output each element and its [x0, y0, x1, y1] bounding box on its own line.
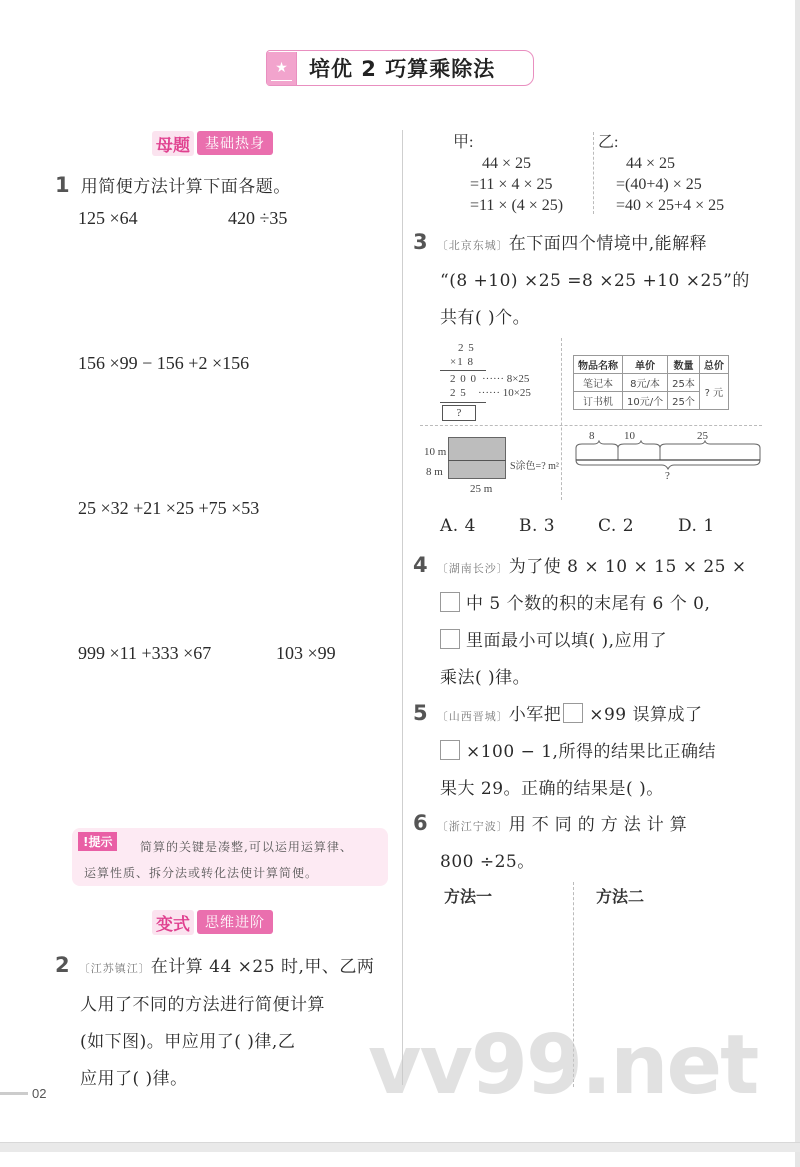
question-number: 1: [55, 173, 70, 197]
solution-yi-label: 乙:: [598, 134, 619, 151]
question-text: 在计算 44 ×25 时,甲、乙两: [150, 957, 375, 977]
question-text: 800 ÷25。: [440, 852, 535, 872]
solution-jia-line: 44 × 25: [482, 155, 532, 172]
solution-divider: [593, 132, 594, 214]
method-two-label: 方法二: [596, 887, 645, 906]
column-divider: [402, 130, 403, 1085]
question-text-line: [440, 626, 667, 651]
table-header: 单价: [623, 356, 668, 374]
question-source: 〔湖南长沙〕: [436, 562, 509, 575]
calc-item: 125 ×64: [78, 208, 138, 228]
question-number: 4: [413, 553, 428, 577]
mult-rule: [440, 402, 486, 403]
tip-text-line: 运算性质、拆分法或转化法使计算简便。: [84, 866, 319, 880]
mult-result-box: ?: [442, 405, 476, 421]
section-head-variant: [152, 910, 273, 934]
question-text: 中 5 个数的积的末尾有 6 个 0,: [466, 594, 711, 614]
question-number: 3: [413, 230, 428, 254]
mult-row2: 2 5: [450, 387, 467, 399]
rect-top-label: 10 m: [424, 446, 447, 458]
page-number: [0, 1086, 46, 1101]
solution-jia-label: 甲:: [453, 134, 474, 151]
segment-label: 8: [589, 430, 595, 442]
question-source: 〔北京东城〕: [436, 239, 509, 252]
calc-item: 25 ×32 +21 ×25 +75 ×53: [78, 498, 260, 518]
table-cell: 订书机: [574, 392, 623, 410]
tip-text-line: 简算的关键是凑整,可以运用运算律、: [140, 840, 353, 854]
question-text-line: [440, 589, 710, 614]
question-source: 〔山西晋城〕: [436, 710, 509, 723]
question-number: 2: [55, 953, 70, 977]
page-edge: [795, 0, 800, 1167]
figure-divider-vertical: [561, 338, 562, 500]
blank-box[interactable]: [440, 740, 460, 760]
blank-box[interactable]: [440, 629, 460, 649]
title-banner: [266, 50, 534, 86]
table-header: 数量: [668, 356, 700, 374]
star-icon: ★: [267, 52, 297, 85]
page-bottom-edge: [0, 1142, 800, 1152]
question-text: 共有( )个。: [440, 308, 531, 328]
option-b[interactable]: B. 3: [519, 516, 556, 536]
watermark: vv99.net: [368, 1018, 758, 1113]
question-text: 在下面四个情境中,能解释: [508, 234, 708, 254]
question-text: “(8 +10) ×25 =8 ×25 +10 ×25”的: [440, 271, 750, 291]
question-text-line: [440, 737, 716, 762]
page-number-bar: [0, 1092, 28, 1095]
section-head-mother: [152, 131, 273, 155]
segment-braces-icon: [574, 440, 764, 470]
table-cell: 笔记本: [574, 374, 623, 392]
blank-box[interactable]: [563, 703, 583, 723]
mult-row2-note: ······ 10×25: [478, 387, 531, 399]
question-text: 果大 29。正确的结果是( )。: [440, 779, 664, 799]
rect-area-label: S涂色=? m²: [510, 461, 559, 472]
question-text: 为了使 8 × 10 × 15 × 25 ×: [508, 557, 747, 577]
question-text: 乘法( )律。: [440, 668, 531, 688]
question-5: [413, 700, 703, 725]
table-cell-total: ? 元: [699, 374, 728, 410]
rect-width-label: 25 m: [470, 483, 493, 495]
solution-jia-line: =11 × (4 × 25): [470, 197, 564, 214]
question-text: ×99 误算成了: [589, 705, 703, 725]
table-cell: 25个: [668, 392, 700, 410]
question-text: 人用了不同的方法进行简便计算: [80, 995, 325, 1015]
table-cell: 8元/本: [623, 374, 668, 392]
question-text: (如下图)。甲应用了( )律,乙: [80, 1032, 296, 1052]
question-text: 里面最小可以填( ),应用了: [466, 631, 668, 651]
shaded-rectangle: [448, 437, 506, 479]
question-6: [413, 810, 693, 835]
solution-yi-line: =40 × 25+4 × 25: [616, 197, 725, 214]
solution-yi-line: =(40+4) × 25: [616, 176, 702, 193]
question-number: 6: [413, 811, 428, 835]
table-header: 物品名称: [574, 356, 623, 374]
segment-total: ?: [665, 470, 670, 482]
question-3: [413, 229, 707, 254]
page-number-text: 02: [32, 1086, 47, 1101]
mult-rule: [440, 370, 486, 371]
calc-item: 420 ÷35: [228, 208, 288, 228]
mult-row1: 2 0 0: [450, 373, 477, 385]
segment-label: 25: [697, 430, 708, 442]
mult-multiplier: ×1 8: [450, 356, 474, 368]
question-source: 〔江苏镇江〕: [78, 962, 151, 975]
figure-divider-horizontal: [420, 425, 762, 426]
section-main-label: 变式: [152, 910, 194, 935]
mult-top: 2 5: [458, 342, 475, 354]
question-text: 用不同的方法计算: [508, 815, 693, 835]
option-a[interactable]: A. 4: [440, 516, 476, 536]
tip-label: !提示: [78, 832, 117, 851]
rect-split-line: [448, 460, 506, 461]
question-4: [413, 552, 747, 577]
table-cell: 10元/个: [623, 392, 668, 410]
calc-item: 156 ×99 − 156 +2 ×156: [78, 353, 250, 373]
calc-item: 103 ×99: [276, 643, 336, 663]
question-text: 应用了( )律。: [80, 1069, 188, 1089]
question-1: [55, 172, 291, 197]
rect-bottom-label: 8 m: [426, 466, 443, 478]
table-header: 总价: [699, 356, 728, 374]
option-d[interactable]: D. 1: [678, 516, 715, 536]
calc-item: 999 ×11 +333 ×67: [78, 643, 212, 663]
question-text: ×100 − 1,所得的结果比正确结: [466, 742, 716, 762]
method-one-label: 方法一: [444, 887, 493, 906]
question-source: 〔浙江宁波〕: [436, 820, 509, 833]
blank-box[interactable]: [440, 592, 460, 612]
option-c[interactable]: C. 2: [598, 516, 635, 536]
section-main-label: 母题: [152, 131, 194, 156]
question-number: 5: [413, 701, 428, 725]
solution-jia-line: =11 × 4 × 25: [470, 176, 553, 193]
price-table: [573, 355, 729, 410]
section-sub-label: 思维进阶: [197, 910, 273, 934]
solution-yi-line: 44 × 25: [626, 155, 676, 172]
question-prompt: 用简便方法计算下面各题。: [80, 177, 291, 197]
question-text: 小军把: [508, 705, 562, 725]
table-cell: 25本: [668, 374, 700, 392]
question-2: [55, 952, 374, 977]
segment-label: 10: [624, 430, 635, 442]
page-title: 培优 2 巧算乘除法: [309, 57, 496, 81]
mult-row1-note: ······ 8×25: [482, 373, 530, 385]
section-sub-label: 基础热身: [197, 131, 273, 155]
